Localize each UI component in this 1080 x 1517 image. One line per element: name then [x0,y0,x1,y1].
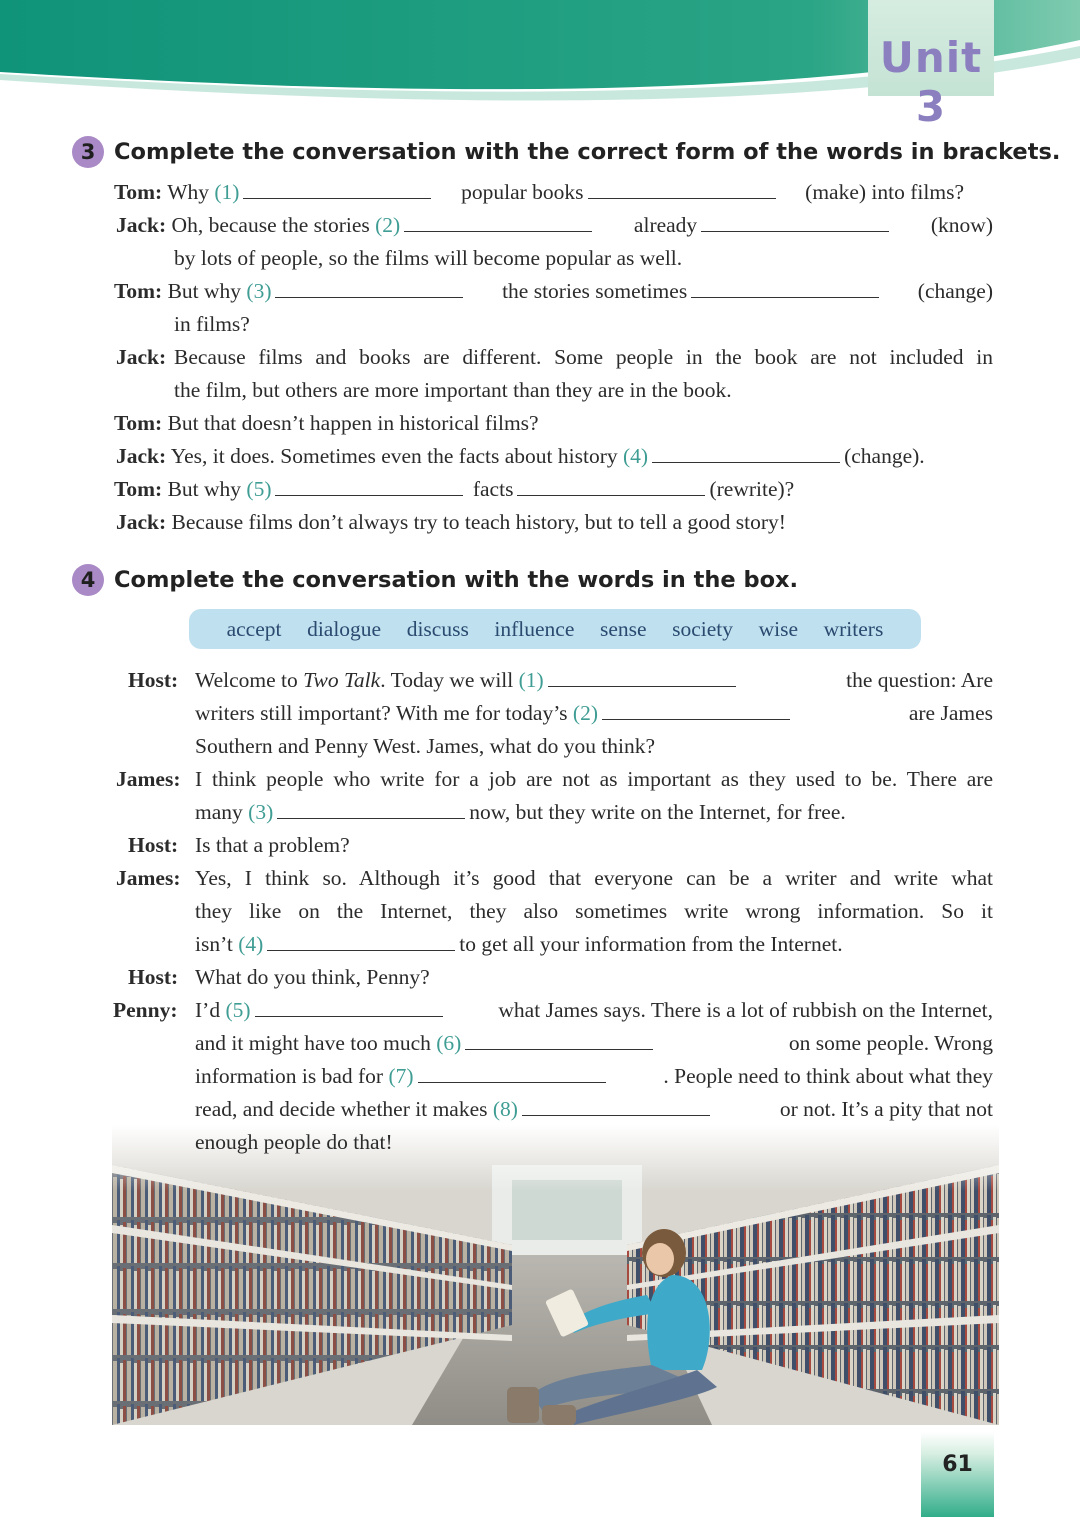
page-number: 61 [942,1452,973,1477]
answer-blank[interactable] [548,666,736,687]
ex3-line-5: in films? [174,312,250,336]
blank-number: (2) [572,701,598,725]
word-box-item: writers [823,616,884,641]
ex4-line-8: they like on the Internet, they also sometimes write wrong information. So it [195,899,993,923]
exercise-4-heading [72,562,798,598]
ex3-line-11: Jack: Because films don’t always try to teach history, but to tell a good story! [116,510,786,534]
ex4-line-4: I think people who write for a job are not as important as they used to be. There are [195,767,993,791]
answer-blank[interactable] [277,798,465,819]
answer-blank[interactable] [418,1062,606,1083]
speaker-label: Tom: [114,477,163,501]
word-box-item: dialogue [307,616,382,641]
blank-number: (4) [238,932,264,956]
ex3-line-6: Jack: Because films and books are different. Some people in the book are not included in [116,341,993,374]
ex3-line-2: Jack: Oh, because the stories (2) already (know) [116,213,993,237]
answer-blank[interactable] [275,475,463,496]
ex4-line-9: isn’t (4) to get all your information from the Internet. [195,932,843,956]
blank-number: (6) [436,1031,462,1055]
answer-blank[interactable] [255,996,443,1017]
blank-number: (3) [246,279,272,303]
ex4-line-5: many (3) now, but they write on the Internet, for free. [195,800,846,824]
answer-blank[interactable] [267,930,455,951]
ex4-line-10: What do you think, Penny? [195,965,430,989]
word-box-item: influence [494,616,575,641]
ex4-line-14: read, and decide whether it makes (8) or not. It’s a pity that not [195,1097,993,1121]
speaker-label: Tom: [114,279,163,303]
ex4-line-7: Yes, I think so. Although it’s good that everyone can be a writer and write what [195,866,993,890]
ex3-line-4: Tom: But why (3) the stories sometimes (change) [114,279,993,303]
ex3-line-7: the film, but others are more important than they are in the book. [174,378,732,402]
answer-blank[interactable] [404,211,592,232]
speaker-label: James: [116,767,181,791]
blank-number: (5) [225,998,251,1022]
exercise-3-title: Complete the conversation with the correct form of the words in brackets. [114,139,1061,165]
ex3-line-9: Jack: Yes, it does. Sometimes even the facts about history (4) (change). [116,444,925,468]
ex4-line-6: Is that a problem? [195,833,350,857]
blank-number: (3) [248,800,274,824]
ex4-line-2: writers still important? With me for today’s (2) are James [195,701,993,725]
ex3-line-8: Tom: But that doesn’t happen in historical films? [114,411,539,435]
speaker-label: Tom: [114,411,163,435]
answer-blank[interactable] [465,1029,653,1050]
speaker-label: James: [116,866,181,890]
speaker-label: Penny: [113,998,178,1022]
exercise-4-number-badge: 4 [72,564,104,596]
answer-blank[interactable] [243,178,431,199]
blank-number: (8) [492,1097,518,1121]
exercise-4-title: Complete the conversation with the words in the box. [114,567,799,593]
ex4-line-1: Welcome to Two Talk. Today we will (1) the question: Are [195,668,993,692]
speaker-label: Jack: [116,510,167,534]
speaker-label: Jack: [116,213,167,237]
exercise-3-number-badge: 3 [72,136,104,168]
ex4-line-13: information is bad for (7) . People need to think about what they [195,1064,993,1088]
answer-blank[interactable] [691,277,879,298]
blank-number: (4) [623,444,649,468]
speaker-label: Host: [128,668,179,692]
speaker-label: Jack: [116,345,167,369]
speaker-label: Host: [128,833,179,857]
blank-number: (1) [214,180,240,204]
ex4-line-12: and it might have too much (6) on some people. Wrong [195,1031,993,1055]
library-photo [112,1125,999,1425]
blank-number: (5) [246,477,272,501]
blank-number: (7) [388,1064,414,1088]
word-box-item: discuss [406,616,469,641]
answer-blank[interactable] [517,475,705,496]
speaker-label: Jack: [116,444,167,468]
exercise-3-heading [72,134,1060,170]
answer-blank[interactable] [652,442,840,463]
ex4-line-3: Southern and Penny West. James, what do you think? [195,734,656,758]
speaker-label: Host: [128,965,179,989]
answer-blank[interactable] [701,211,889,232]
blank-number: (1) [518,668,544,692]
ex3-line-3: by lots of people, so the films will become popular as well. [174,246,683,270]
ex3-line-1: Tom: Why (1) popular books (make) into films? [114,180,964,204]
ex4-line-15: enough people do that! [195,1130,393,1154]
word-box-item: sense [599,616,647,641]
word-box-item: accept [226,616,282,641]
word-box-item: wise [758,616,799,641]
ex3-line-10: Tom: But why (5) facts (rewrite)? [114,477,795,501]
unit-title: Unit 3 [879,33,983,131]
ex4-line-11: I’d (5) what James says. There is a lot of rubbish on the Internet, [195,998,993,1022]
answer-blank[interactable] [275,277,463,298]
answer-blank[interactable] [602,699,790,720]
answer-blank[interactable] [588,178,776,199]
speaker-label: Tom: [114,180,163,204]
answer-blank[interactable] [522,1095,710,1116]
blank-number: (2) [375,213,401,237]
word-box-item: society [672,616,734,641]
word-box [189,609,921,649]
